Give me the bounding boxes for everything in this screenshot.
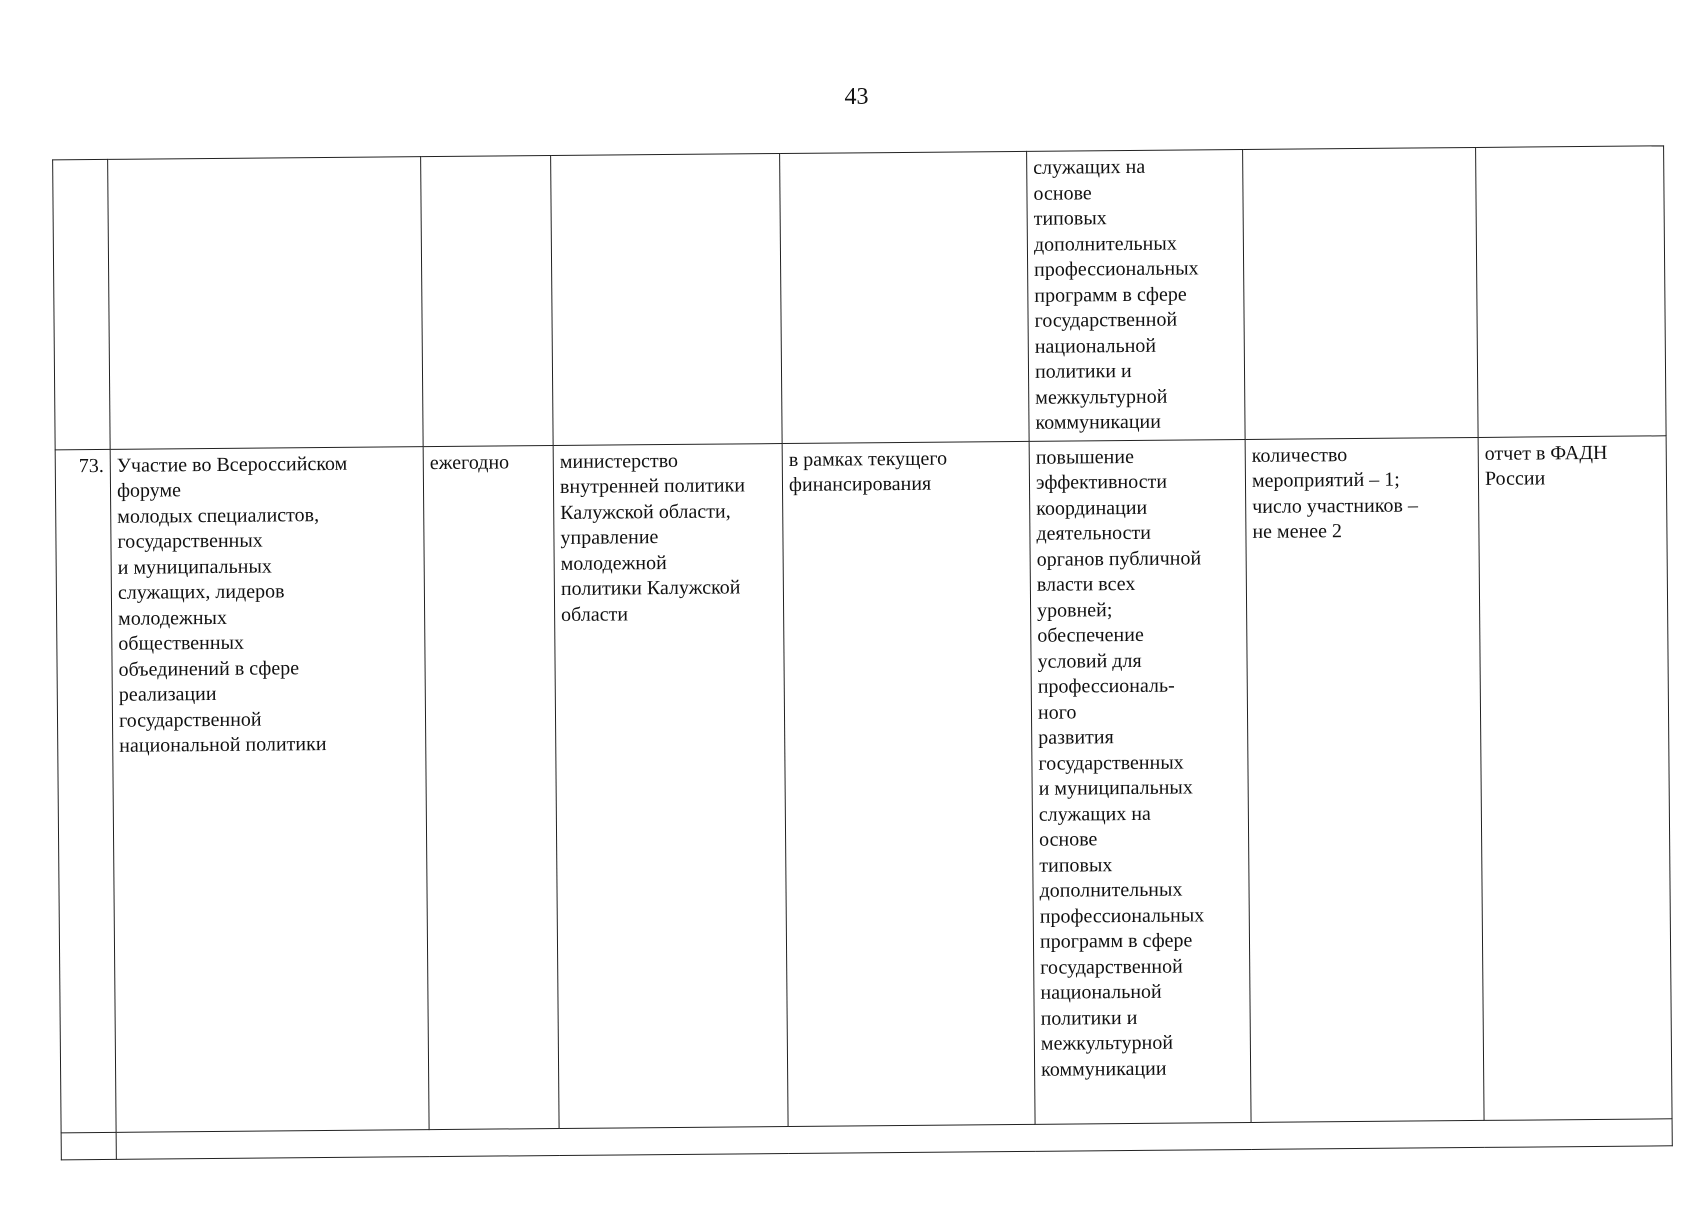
cell-number: [53, 159, 111, 449]
cell-indicators: [1243, 147, 1479, 439]
entry-event: Участие во Всероссийском форуме молодых специалистов, государственных и муниципальных служащих, лидеров молодежных общественных объединений в сфере реализации государственной национальной политики: [110, 446, 429, 1132]
entry-financing: в рамках текущего финансирования: [782, 441, 1035, 1126]
entry-report: отчет в ФАДН России: [1478, 435, 1672, 1120]
cell-event: [108, 157, 424, 449]
cell-report: [1476, 146, 1667, 437]
continuation-row: [53, 146, 1666, 450]
cell-deadline: [421, 156, 554, 447]
entry-number: 73.: [55, 449, 116, 1132]
cell-executors: [551, 154, 783, 445]
cell-result-continued: служащих на основе типовых дополнительных профессиональных программ в сфере государственной национальной политики и межкультурной коммуникации: [1027, 149, 1246, 440]
entry-indicators: количество мероприятий – 1; число участников – не менее 2: [1245, 437, 1484, 1122]
page-number: 43: [844, 84, 869, 110]
table-row-73: [55, 435, 1672, 1132]
plan-table: [52, 145, 1673, 1160]
entry-executors: министерство внутренней политики Калужской области, управление молодежной политики Калужской области: [553, 443, 788, 1128]
cell-financing: [780, 151, 1030, 443]
bottom-strip-left: [61, 1132, 116, 1159]
entry-result: повышение эффективности координации деятельности органов публичной власти всех уровней; обеспечение условий для профессиональ- ного развития государственных и муниципальных служащих на основе типовых дополнительных профессиональных программ в сфере государственной национальной политики и межкультурной коммуникации: [1029, 439, 1251, 1124]
entry-deadline: ежегодно: [423, 445, 559, 1129]
